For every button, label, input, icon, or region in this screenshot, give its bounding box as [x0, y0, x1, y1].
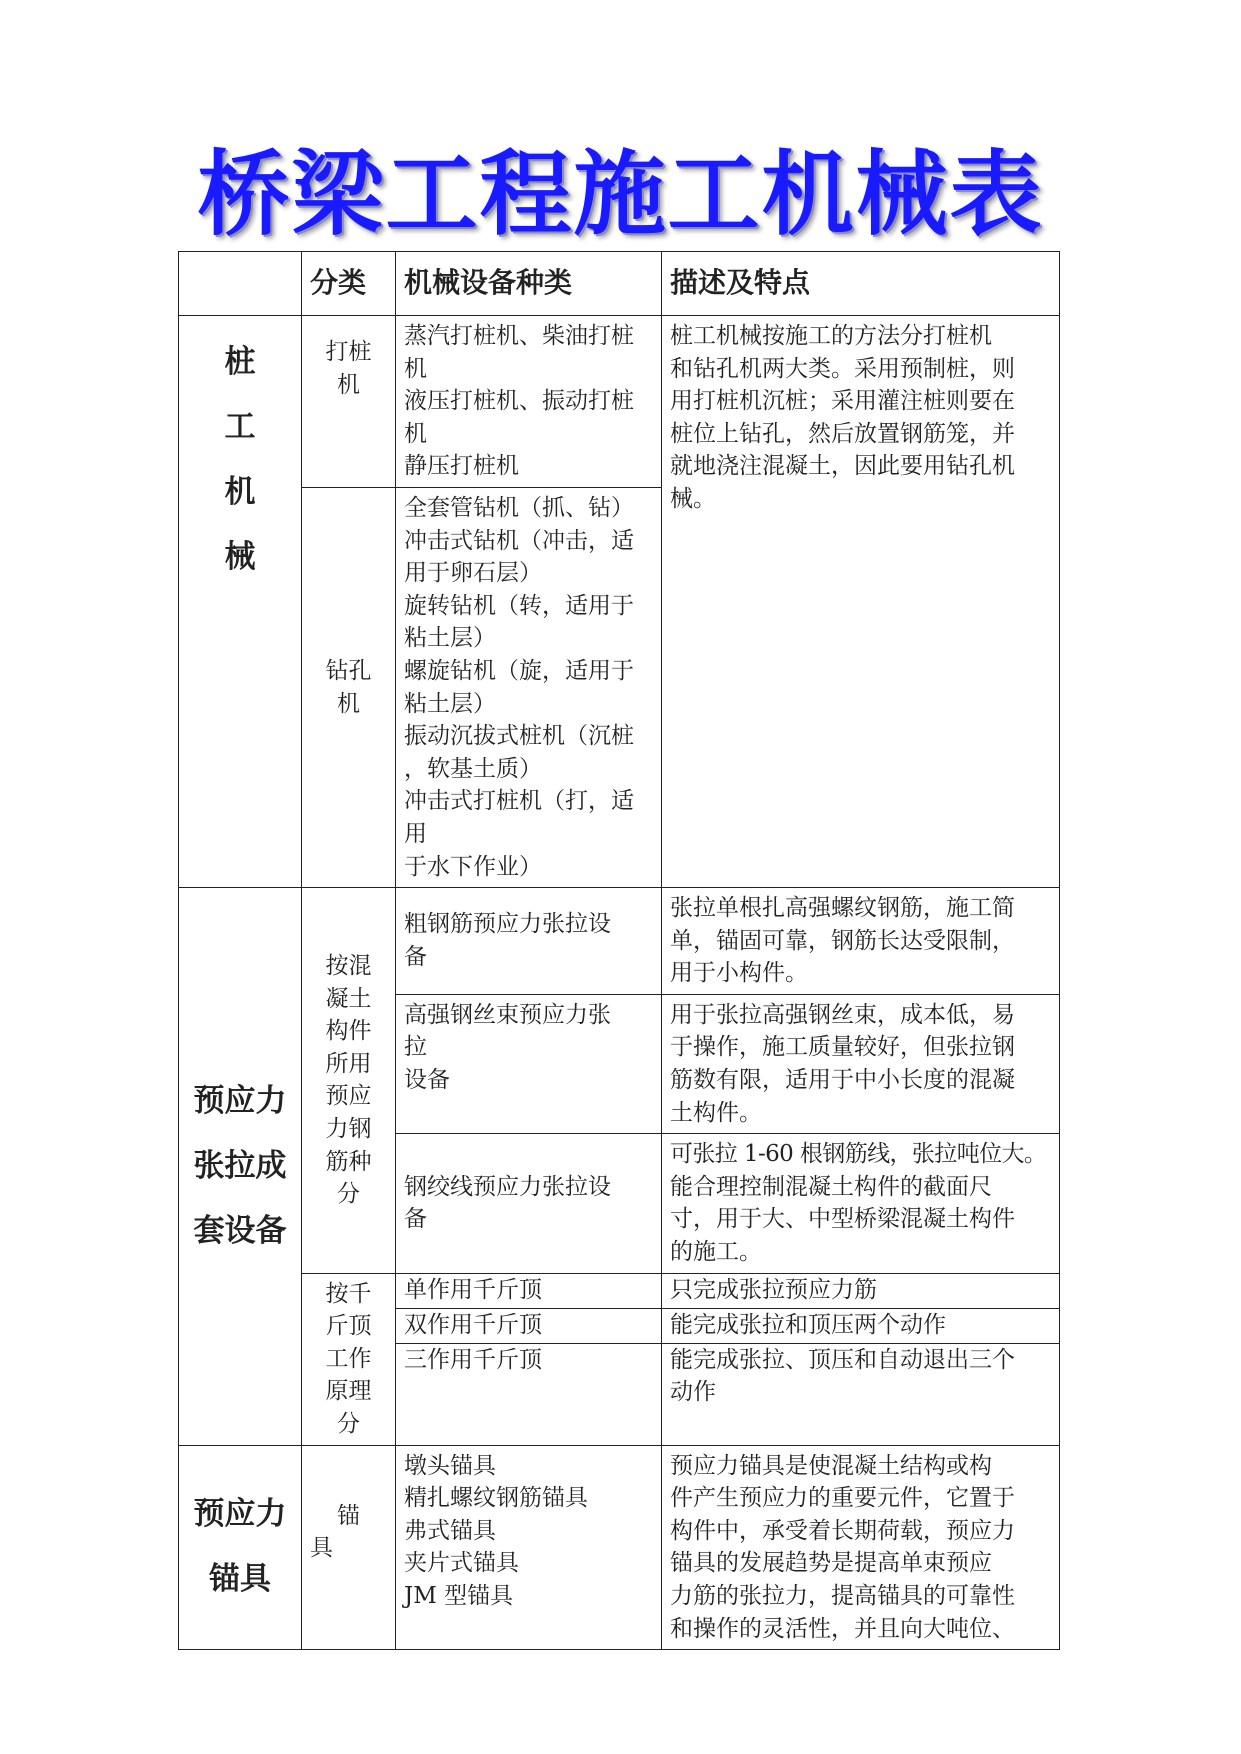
description-single-acting-jack: 只完成张拉预应力筋 — [662, 1273, 1060, 1308]
table-row — [179, 888, 1060, 995]
header-empty — [179, 252, 302, 316]
subcategory-by-steel-type: 按混 凝土 构件 所用 预应 力钢 筋种 分 — [302, 888, 396, 1274]
equipment-drilling-machine: 全套管钻机（抓、钻） 冲击式钻机（冲击，适 用于卵石层） 旋转钻机（转，适用于 粘土层） 螺旋钻机（旋，适用于 粘土层） 振动沉拔式桩机（沉桩 ，软基土质） 冲击式打桩机（打，适 用 于水下作业） — [396, 487, 662, 887]
table-row — [179, 1445, 1060, 1650]
header-category: 分类 — [302, 252, 396, 316]
description-double-acting-jack: 能完成张拉和顶压两个动作 — [662, 1308, 1060, 1343]
category-prestress-tensioning: 预应力 张拉成 套设备 — [179, 888, 302, 1446]
page-title: 桥梁工程施工机械表 — [197, 141, 1044, 248]
table-row — [179, 316, 1060, 488]
description-pile-machinery: 桩工机械按施工的方法分打桩机 和钻孔机两大类。采用预制桩，则 用打桩机沉桩；采用灌注桩则要在 桩位上钻孔，然后放置钢筋笼，并 就地浇注混凝土，因此要用钻孔机 械。 — [662, 316, 1060, 888]
subcategory-anchor: 锚 具 — [302, 1445, 396, 1650]
header-description: 描述及特点 — [662, 252, 1060, 316]
equipment-double-acting-jack: 双作用千斤顶 — [396, 1308, 662, 1343]
subcategory-drilling-machine: 钻孔 机 — [302, 487, 396, 887]
description-triple-acting-jack: 能完成张拉、顶压和自动退出三个 动作 — [662, 1343, 1060, 1445]
description-strand-tensioner: 可张拉 1-60 根钢筋线，张拉吨位大。 能合理控制混凝土构件的截面尺 寸，用于大、中型桥梁混凝土构件 的施工。 — [662, 1134, 1060, 1273]
category-prestress-anchor: 预应力 锚具 — [179, 1445, 302, 1650]
subcategory-pile-driver: 打桩 机 — [302, 316, 396, 488]
description-thick-bar-tensioner: 张拉单根扎高强螺纹钢筋，施工简 单，锚固可靠，钢筋长达受限制， 用于小构件。 — [662, 888, 1060, 995]
equipment-single-acting-jack: 单作用千斤顶 — [396, 1273, 662, 1308]
table-header-row — [179, 252, 1060, 316]
equipment-strand-tensioner: 钢绞线预应力张拉设 备 — [396, 1134, 662, 1273]
table-row — [179, 1273, 1060, 1308]
equipment-pile-driver: 蒸汽打桩机、柴油打桩 机 液压打桩机、振动打桩 机 静压打桩机 — [396, 316, 662, 488]
header-equipment: 机械设备种类 — [396, 252, 662, 316]
equipment-thick-bar-tensioner: 粗钢筋预应力张拉设 备 — [396, 888, 662, 995]
description-steel-wire-tensioner: 用于张拉高强钢丝束，成本低，易 于操作，施工质量较好，但张拉钢 筋数有限，适用于中小长度的混凝 土构件。 — [662, 994, 1060, 1133]
machinery-table — [178, 251, 1060, 1650]
equipment-anchor: 墩头锚具 精扎螺纹钢筋锚具 弗式锚具 夹片式锚具 JM 型锚具 — [396, 1445, 662, 1650]
description-anchor: 预应力锚具是使混凝土结构或构 件产生预应力的重要元件，它置于 构件中，承受着长期荷载，预应力 锚具的发展趋势是提高单束预应 力筋的张拉力，提高锚具的可靠性 和操作的灵活性，并且向大吨位、 — [662, 1445, 1060, 1650]
subcategory-by-jack-principle: 按千 斤顶 工作 原理 分 — [302, 1273, 396, 1445]
equipment-steel-wire-tensioner: 高强钢丝束预应力张 拉 设备 — [396, 994, 662, 1133]
category-pile-machinery: 桩 工 机 械 — [179, 316, 302, 888]
equipment-triple-acting-jack: 三作用千斤顶 — [396, 1343, 662, 1445]
